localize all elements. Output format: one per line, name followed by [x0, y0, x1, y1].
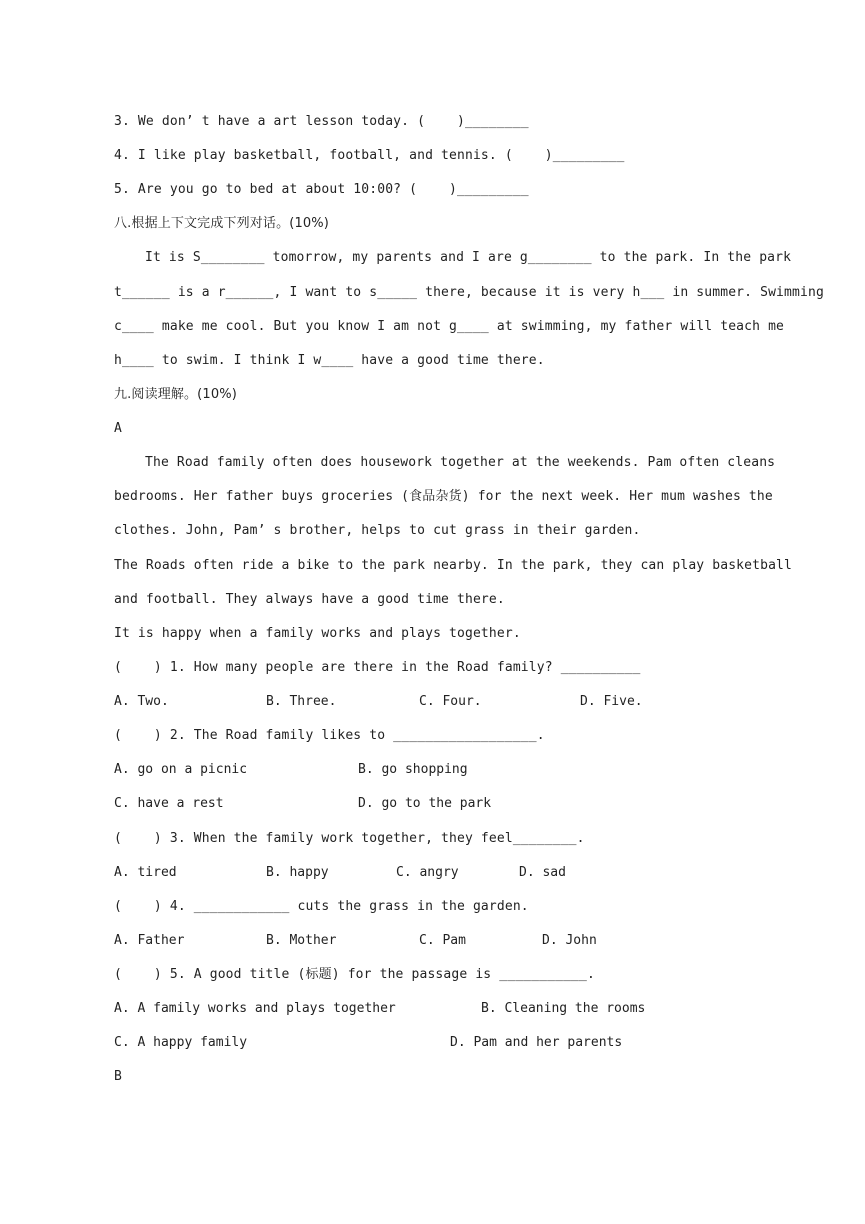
answer-option: C. have a rest	[114, 796, 224, 811]
question-stem: ( ) 1. How many people are there in the Road family? __________	[114, 660, 641, 675]
answer-option: A. go on a picnic	[114, 762, 248, 777]
answer-option: B. Three.	[266, 694, 337, 709]
answer-option: C. Four.	[419, 694, 482, 709]
passage-label: B	[114, 1069, 122, 1084]
passage-line: bedrooms. Her father buys groceries (食品杂货) for the next week. Her mum washes the	[114, 489, 773, 504]
question-stem: ( ) 2. The Road family likes to __________________.	[114, 728, 545, 743]
exercise-line: 4. I like play basketball, football, and tennis. ( )_________	[114, 148, 625, 163]
question-stem: ( ) 3. When the family work together, they feel________.	[114, 831, 585, 846]
section-heading: 八.根据上下文完成下列对话。(10%)	[114, 216, 330, 231]
answer-option: A. tired	[114, 865, 177, 880]
exercise-line: 3. We don’ t have a art lesson today. ( )________	[114, 114, 529, 129]
answer-option: C. A happy family	[114, 1035, 248, 1050]
passage-line: The Roads often ride a bike to the park nearby. In the park, they can play basketball	[114, 558, 793, 573]
answer-option: D. go to the park	[358, 796, 492, 811]
answer-option: D. Five.	[580, 694, 643, 709]
answer-option: B. happy	[266, 865, 329, 880]
passage-label: A	[114, 421, 122, 436]
answer-option: B. Mother	[266, 933, 337, 948]
answer-option: A. Father	[114, 933, 185, 948]
answer-option: D. Pam and her parents	[450, 1035, 623, 1050]
answer-option: B. go shopping	[358, 762, 468, 777]
answer-option: C. angry	[396, 865, 459, 880]
cloze-line: It is S________ tomorrow, my parents and I are g________ to the park. In the park	[145, 250, 792, 265]
section-heading: 九.阅读理解。(10%)	[114, 387, 237, 402]
passage-line: It is happy when a family works and plays together.	[114, 626, 521, 641]
answer-option: C. Pam	[419, 933, 466, 948]
answer-option: B. Cleaning the rooms	[481, 1001, 646, 1016]
passage-line: and football. They always have a good time there.	[114, 592, 505, 607]
cloze-line: c____ make me cool. But you know I am not g____ at swimming, my father will teach me	[114, 319, 785, 334]
answer-option: A. Two.	[114, 694, 169, 709]
cloze-line: t______ is a r______, I want to s_____ there, because it is very h___ in summer. Swimming	[114, 285, 824, 300]
passage-line: The Road family often does housework together at the weekends. Pam often cleans	[145, 455, 776, 470]
question-stem: ( ) 5. A good title (标题) for the passage is ___________.	[114, 967, 595, 982]
answer-option: D. John	[542, 933, 597, 948]
cloze-line: h____ to swim. I think I w____ have a good time there.	[114, 353, 545, 368]
answer-option: D. sad	[519, 865, 566, 880]
question-stem: ( ) 4. ____________ cuts the grass in the garden.	[114, 899, 529, 914]
passage-line: clothes. John, Pam’ s brother, helps to cut grass in their garden.	[114, 523, 641, 538]
exercise-line: 5. Are you go to bed at about 10:00? ( )_________	[114, 182, 529, 197]
answer-option: A. A family works and plays together	[114, 1001, 396, 1016]
